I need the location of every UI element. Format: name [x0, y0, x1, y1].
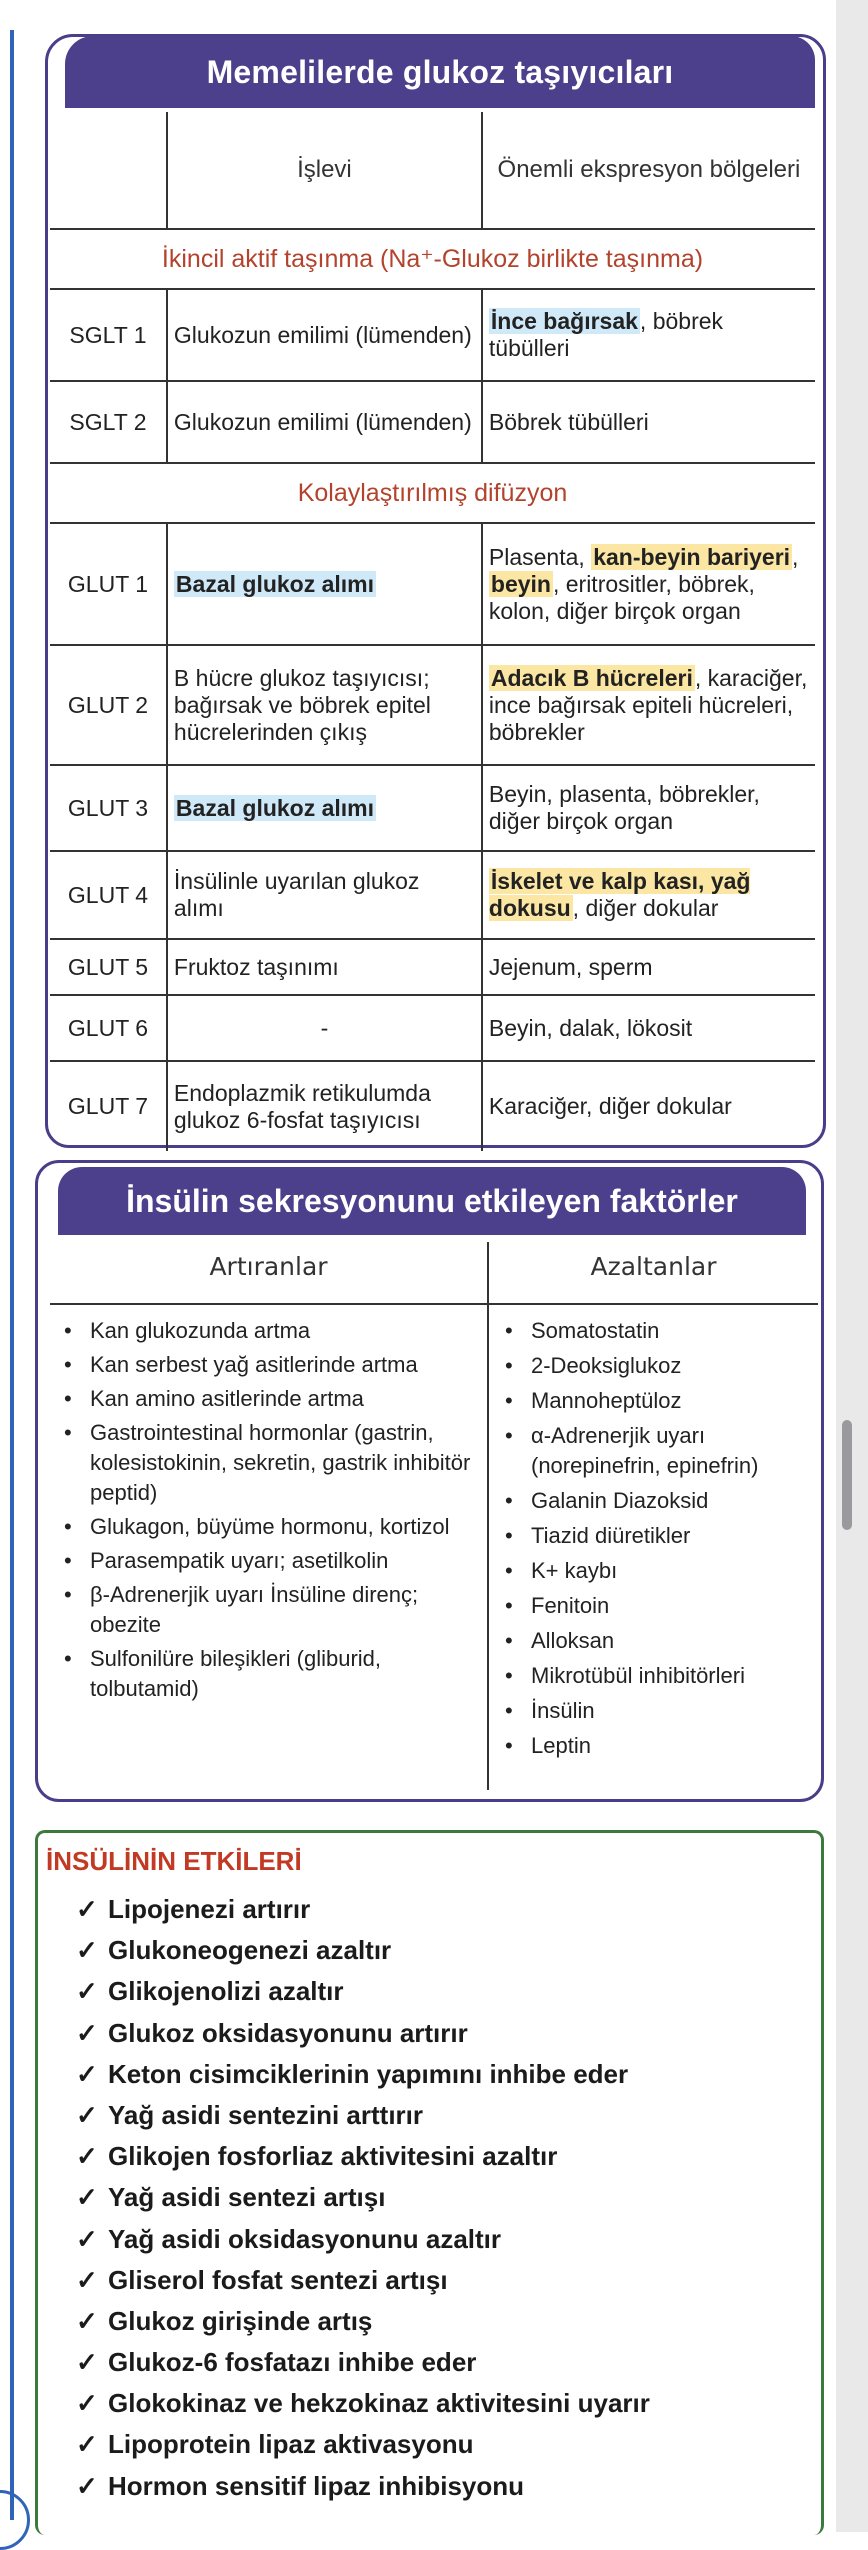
transporter-expression: [482, 523, 815, 645]
transporter-name: GLUT 7: [50, 1061, 167, 1151]
page-corner-arc: [0, 2490, 30, 2550]
list-item: [76, 2177, 650, 2218]
list-item: • Mikrotübül inhibitörleri: [497, 1661, 815, 1691]
list-item: [76, 2219, 650, 2260]
increasers-list: [56, 1316, 480, 1708]
scrollbar-thumb[interactable]: [842, 1420, 852, 1530]
transporter-name: GLUT 2: [50, 645, 167, 765]
effect-text: Glukoz oksidasyonunu artırır: [108, 2017, 468, 2048]
check-icon: ✓: [76, 1935, 98, 1966]
check-icon: ✓: [76, 2099, 98, 2130]
check-icon: ✓: [76, 2470, 98, 2501]
list-item: [76, 1971, 650, 2012]
effect-text: Hormon sensitif lipaz inhibisyonu: [108, 2470, 525, 2501]
effect-text: Glukoz girişinde artış: [108, 2305, 373, 2336]
transporter-name: GLUT 6: [50, 995, 167, 1061]
highlighted-term: İskelet ve kalp kası, yağ dokusu: [488, 868, 751, 921]
check-icon: ✓: [76, 2182, 98, 2213]
transporter-expression: Beyin, plasenta, böbrekler, diğer birçok organ: [482, 765, 815, 851]
transporter-function: B hücre glukoz taşıyıcısı; bağırsak ve böbrek epitel hücrelerinden çıkış: [167, 645, 482, 765]
table-header-row: [50, 112, 815, 229]
table-row: [50, 851, 815, 939]
list-item: • Kan serbest yağ asitlerinde artma: [56, 1350, 480, 1380]
list-item: • Kan glukozunda artma: [56, 1316, 480, 1346]
decreasers-list: [497, 1316, 815, 1766]
check-icon: ✓: [76, 2223, 98, 2254]
effect-text: Lipojenezi artırır: [108, 1894, 311, 1924]
table-row: [50, 645, 815, 765]
list-item: • Gastrointestinal hormonlar (gastrin, kolesistokinin, sekretin, gastrik inhibitör peptid): [56, 1418, 480, 1508]
list-item: • β-Adrenerjik uyarı İnsüline direnç; obezite: [56, 1580, 480, 1640]
list-item: • Sulfonilüre bileşikleri (gliburid, tolbutamid): [56, 1644, 480, 1704]
effect-text: Gliserol fosfat sentezi artışı: [108, 2264, 448, 2295]
list-item: [76, 2301, 650, 2342]
check-icon: ✓: [76, 1894, 98, 1924]
transporter-function: İnsülinle uyarılan glukoz alımı: [167, 851, 482, 939]
column-divider: [487, 1242, 489, 1790]
list-item: [76, 2095, 650, 2136]
effect-text: Glukoz-6 fosfatazı inhibe eder: [108, 2347, 477, 2378]
list-item: [76, 1930, 650, 1971]
table-row: [50, 289, 815, 381]
check-icon: ✓: [76, 2264, 98, 2295]
table-row: [50, 1061, 815, 1151]
list-item: • 2-Deoksiglukoz: [497, 1351, 815, 1381]
scrollbar-track[interactable]: [836, 0, 868, 2532]
highlighted-term: İnce bağırsak: [490, 308, 638, 334]
transporter-function: [167, 523, 482, 645]
list-item: • Leptin: [497, 1731, 815, 1761]
table-row: [50, 765, 815, 851]
list-item: • Alloksan: [497, 1626, 815, 1656]
list-item: • Galanin Diazoksid: [497, 1486, 815, 1516]
expression-text: Plasenta,: [488, 543, 592, 570]
list-item: [76, 2466, 650, 2507]
insulin-effects-list: [76, 1889, 650, 2507]
group-row-secondary-active: [50, 229, 815, 289]
table-row: [50, 995, 815, 1061]
expression-text: , böbrek tübülleri: [488, 308, 724, 361]
list-item: [76, 1889, 650, 1930]
transporter-name: GLUT 3: [50, 765, 167, 851]
transporter-expression: Beyin, dalak, lökosit: [482, 995, 815, 1061]
check-icon: ✓: [76, 2388, 98, 2419]
check-icon: ✓: [76, 1976, 98, 2007]
header-empty-cell: [50, 112, 167, 229]
highlighted-term: Adacık B hücreleri: [490, 664, 693, 691]
list-item: • Somatostatin: [497, 1316, 815, 1346]
decreasers-header: Azaltanlar: [590, 1252, 717, 1281]
check-icon: ✓: [76, 2305, 98, 2336]
insulin-secretion-title: İnsülin sekresyonunu etkileyen faktörler: [58, 1167, 806, 1235]
transporter-name: SGLT 2: [50, 381, 167, 463]
effect-text: Glokokinaz ve hekzokinaz aktivitesini uyarır: [108, 2388, 650, 2419]
list-item: [76, 2136, 650, 2177]
transporter-function: -: [167, 995, 482, 1061]
transporter-name: SGLT 1: [50, 289, 167, 381]
transporter-name: GLUT 1: [50, 523, 167, 645]
expression-text: , karaciğer, ince bağırsak epiteli hücreleri, böbrekler: [488, 664, 808, 745]
transporter-expression: [482, 851, 815, 939]
effect-text: Glikojenolizi azaltır: [108, 1976, 344, 2007]
insulin-effects-title: İNSÜLİNİN ETKİLERİ: [46, 1846, 302, 1876]
highlighted-term: kan-beyin bariyeri: [593, 543, 791, 570]
list-item: • Fenitoin: [497, 1591, 815, 1621]
left-margin-line: [10, 30, 14, 2520]
glucose-transporters-table: [50, 112, 815, 1151]
transporter-expression: Karaciğer, diğer dokular: [488, 1093, 732, 1119]
list-item: • Kan amino asitlerinde artma: [56, 1384, 480, 1414]
transporter-function: Glukozun emilimi (lümenden): [167, 381, 482, 463]
expression-text: , eritrositler, böbrek, kolon, diğer birçok organ: [488, 570, 755, 624]
transporter-function: Fruktoz taşınımı: [167, 939, 482, 995]
expression-text: , diğer dokular: [572, 895, 719, 921]
transporter-function: [167, 765, 482, 851]
list-item: • α-Adrenerjik uyarı (norepinefrin, epinefrin): [497, 1421, 815, 1481]
transporter-function: Endoplazmik retikulumda glukoz 6-fosfat taşıyıcısı: [167, 1061, 482, 1151]
increasers-header: Artıranlar: [209, 1252, 328, 1281]
effect-text: Lipoprotein lipaz aktivasyonu: [108, 2429, 474, 2460]
list-item: • İnsülin: [497, 1696, 815, 1726]
group-row-facilitated: [50, 463, 815, 523]
effect-text: Yağ asidi sentezi artışı: [108, 2182, 386, 2213]
expression-text: ,: [792, 543, 799, 570]
header-expression: Önemli ekspresyon bölgeleri: [482, 112, 815, 229]
effect-text: Keton cisimciklerinin yapımını inhibe eder: [108, 2058, 629, 2089]
list-item: [76, 2424, 650, 2465]
highlighted-term: Bazal glukoz alımı: [175, 570, 375, 597]
list-item: [76, 2013, 650, 2054]
table-row: [50, 939, 815, 995]
header-function: İşlevi: [167, 112, 482, 229]
transporter-expression: Jejenum, sperm: [482, 939, 815, 995]
table-row: [50, 523, 815, 645]
transporter-expression: Böbrek tübülleri: [482, 381, 815, 463]
list-item: [76, 2342, 650, 2383]
list-item: • Mannoheptüloz: [497, 1386, 815, 1416]
transporter-expression: [482, 645, 815, 765]
list-item: [76, 2260, 650, 2301]
list-item: • Parasempatik uyarı; asetilkolin: [56, 1546, 480, 1576]
check-icon: ✓: [76, 2347, 98, 2378]
effect-text: Yağ asidi oksidasyonunu azaltır: [108, 2223, 502, 2254]
highlighted-term: beyin: [490, 570, 551, 597]
transporter-name: GLUT 5: [50, 939, 167, 995]
effect-text: Glukoneogenezi azaltır: [108, 1935, 392, 1966]
list-item: [76, 2383, 650, 2424]
table-row: [50, 381, 815, 463]
group-label: Kolaylaştırılmış difüzyon: [50, 463, 815, 523]
check-icon: ✓: [76, 2058, 98, 2089]
list-item: • Glukagon, büyüme hormonu, kortizol: [56, 1512, 480, 1542]
list-item: • K+ kaybı: [497, 1556, 815, 1586]
list-item: [76, 2054, 650, 2095]
check-icon: ✓: [76, 2141, 98, 2172]
effect-text: Yağ asidi sentezini arttırır: [108, 2099, 423, 2130]
transporter-name: GLUT 4: [50, 851, 167, 939]
list-item: • Tiazid diüretikler: [497, 1521, 815, 1551]
header-divider: [50, 1303, 818, 1305]
highlighted-term: Bazal glukoz alımı: [175, 794, 375, 821]
transporter-function: Glukozun emilimi (lümenden): [167, 289, 482, 381]
effect-text: Glikojen fosforliaz aktivitesini azaltır: [108, 2141, 558, 2172]
check-icon: ✓: [76, 2017, 98, 2048]
glucose-transporters-title: Memelilerde glukoz taşıyıcıları: [65, 36, 815, 108]
group-label: İkincil aktif taşınma (Na⁺-Glukoz birlikte taşınma): [50, 229, 815, 289]
transporter-expression: [482, 289, 815, 381]
check-icon: ✓: [76, 2429, 98, 2460]
